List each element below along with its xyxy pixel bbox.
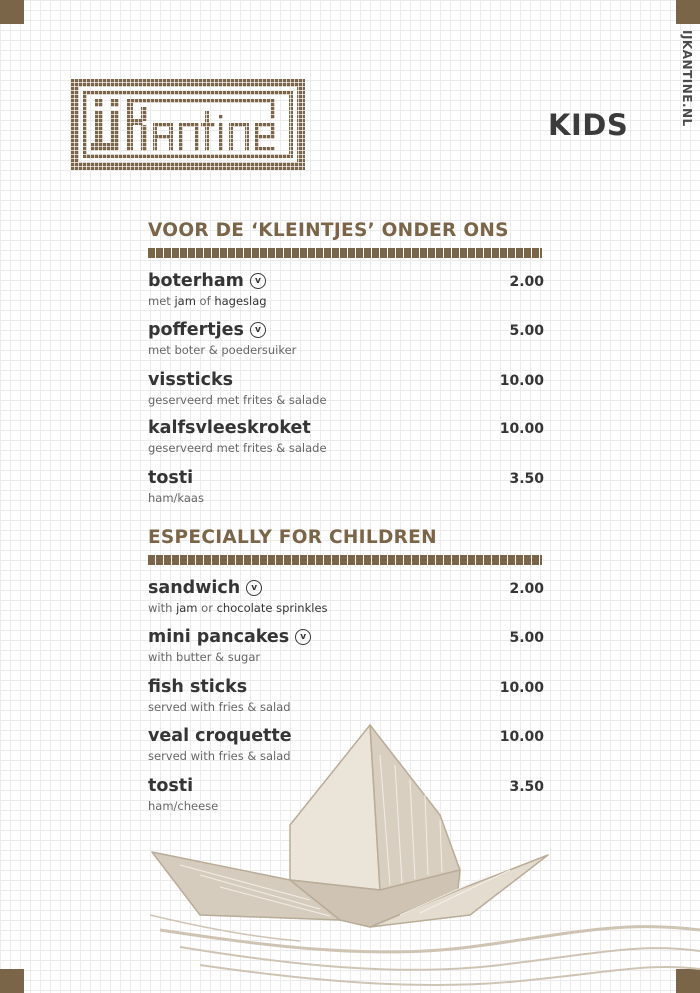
item-name: poffertjes [148, 320, 244, 340]
menu-item [148, 369, 544, 407]
item-description: served with fries & salad [148, 749, 291, 763]
item-description: served with fries & salad [148, 700, 291, 714]
website-url[interactable]: IJKANTINE.NL [680, 30, 694, 127]
paper-boat-illustration [140, 715, 700, 993]
item-price: 2.00 [509, 581, 544, 597]
page-title: KIDS [548, 108, 629, 142]
item-name-row [148, 369, 544, 391]
menu-item [148, 270, 544, 308]
item-name: veal croquette [148, 726, 292, 746]
vegetarian-icon: v [250, 322, 266, 338]
item-description: ham/kaas [148, 491, 204, 505]
corner-decoration [0, 969, 24, 993]
item-price: 10.00 [499, 421, 544, 437]
item-name: kalfsvleeskroket [148, 418, 311, 438]
item-name: tosti [148, 468, 194, 488]
section-title-dutch: VOOR DE ‘KLEINTJES’ ONDER ONS [148, 220, 509, 241]
vegetarian-icon: v [295, 629, 311, 645]
menu-item [148, 467, 544, 505]
item-name-row [148, 467, 544, 489]
corner-decoration [676, 0, 700, 24]
section-divider [148, 248, 542, 258]
section-divider [148, 555, 542, 565]
item-name-row [148, 577, 544, 599]
menu-item [148, 676, 544, 714]
item-name: fish sticks [148, 677, 248, 697]
item-description: ham/cheese [148, 799, 219, 813]
item-price: 10.00 [499, 373, 544, 389]
item-price: 10.00 [499, 729, 544, 745]
ijkantine-logo [71, 79, 305, 170]
item-description: with butter & sugar [148, 650, 261, 664]
item-price: 10.00 [499, 680, 544, 696]
item-name-row [148, 676, 544, 698]
menu-item [148, 319, 544, 357]
item-price: 2.00 [509, 274, 544, 290]
item-name-row [148, 626, 544, 648]
item-name-row [148, 319, 544, 341]
item-name: sandwich [148, 578, 241, 598]
corner-decoration [0, 0, 24, 24]
item-description: met jam of hageslag [148, 294, 267, 308]
section-title-english: ESPECIALLY FOR CHILDREN [148, 527, 437, 548]
menu-item [148, 577, 544, 615]
menu-item [148, 417, 544, 455]
item-name-row [148, 270, 544, 292]
item-description: geserveerd met frites & salade [148, 441, 327, 455]
item-description: met boter & poedersuiker [148, 343, 297, 357]
item-price: 5.00 [509, 630, 544, 646]
item-description: with jam or chocolate sprinkles [148, 601, 328, 615]
item-name: tosti [148, 776, 194, 796]
vegetarian-icon: v [246, 580, 262, 596]
item-name: boterham [148, 271, 244, 291]
item-name: mini pancakes [148, 627, 290, 647]
item-name-row [148, 417, 544, 439]
item-price: 3.50 [509, 779, 544, 795]
item-description: geserveerd met frites & salade [148, 393, 327, 407]
item-name: vissticks [148, 370, 234, 390]
menu-item [148, 626, 544, 664]
item-price: 3.50 [509, 471, 544, 487]
vegetarian-icon: v [250, 273, 266, 289]
item-price: 5.00 [509, 323, 544, 339]
